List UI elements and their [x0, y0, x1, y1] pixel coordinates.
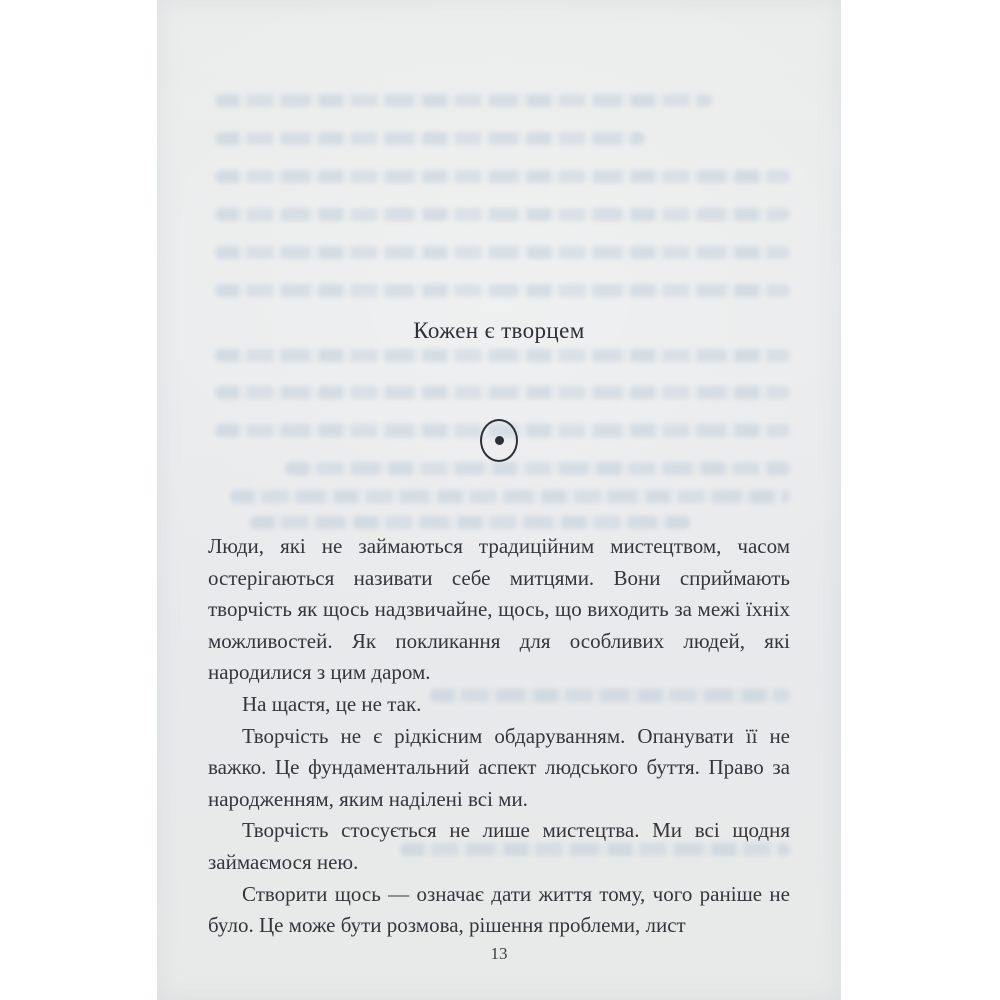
book-page [157, 0, 841, 1000]
page-number: 13 [490, 944, 508, 963]
paragraph: На щастя, це не так. [242, 691, 422, 716]
bleed-through-text-line [215, 132, 645, 145]
paragraph: Творчість стосується не лише мистецтва. Ми всі щодня займаємося нею. [208, 818, 790, 874]
bleed-through-text-line [230, 490, 790, 503]
paragraph: Творчість не є рідкісним обдаруванням. Опанувати її не важко. Це фундаментальний аспект людського буття. Право за народженням, яким наділені всі ми. [208, 723, 790, 811]
paragraph: Створити щось — означає дати життя тому, чого раніше не було. Це може бути розмова, рішення проблеми, лист [208, 881, 790, 938]
circled-dot-ornament [208, 419, 790, 462]
bleed-through-text-line [215, 284, 790, 297]
bleed-through-text-line [215, 246, 790, 259]
bleed-through-text-line [215, 94, 712, 107]
bleed-through-text-line [215, 386, 790, 399]
bleed-through-text-line [215, 208, 790, 221]
body-text [208, 531, 790, 942]
bleed-through-text-line [215, 349, 790, 362]
bleed-through-text-line [215, 170, 790, 183]
chapter-title: Кожен є творцем [413, 318, 585, 343]
ornament-ring-icon [480, 419, 518, 462]
paragraph: Люди, які не займаються традиційним мистецтвом, часом остерігаються називати себе митцями. Вони сприймають творчість як щось надзвичайне, щось, що виходить за межі їхніх можливостей. Як покликання для особливих людей, які народилися з цим даром. [208, 534, 790, 685]
ornament-dot-icon [495, 436, 504, 445]
bleed-through-text-line [285, 462, 790, 475]
bleed-through-text-line [250, 516, 690, 529]
